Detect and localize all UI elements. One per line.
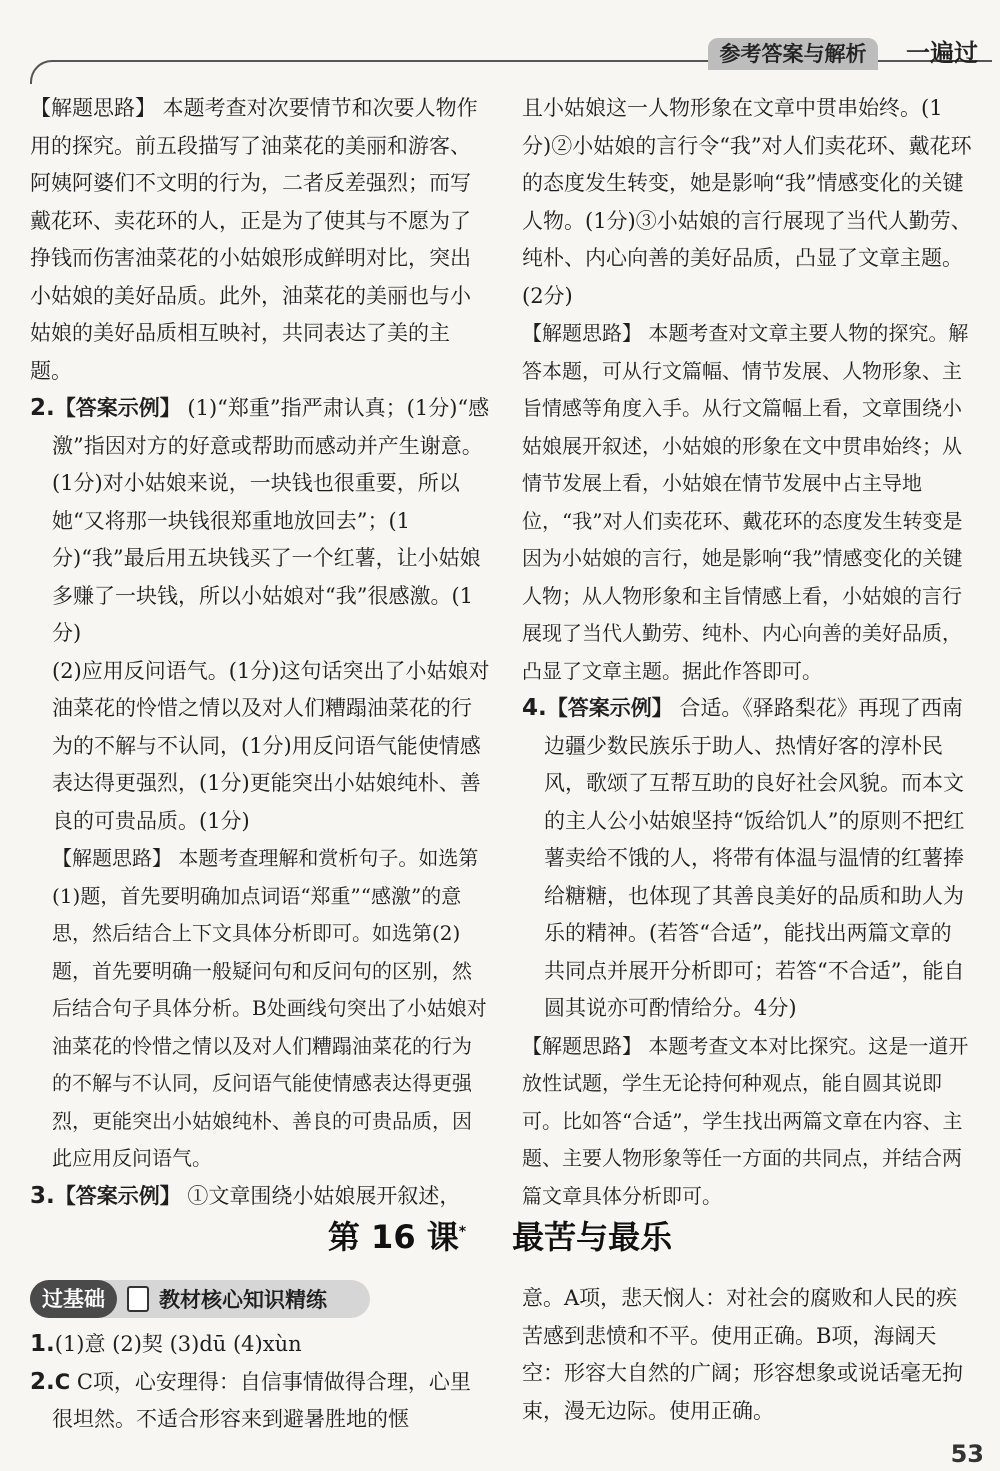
- section-header: [30, 1280, 370, 1318]
- question-1: [30, 1326, 490, 1364]
- answer-text: (1)“郑重”指严肃认真；(1分)“感激”指因对方的好意或帮助而感动并产生谢意。(1分)对小姑娘来说，一块钱也很重要，所以她“又将那一块钱很郑重地放回去”；(1分)“我”最后用五块钱买了一个红薯，让小姑娘多赚了一块钱，所以小姑娘对“我”很感激。(1分): [52, 396, 490, 645]
- question-number: 2.: [30, 1368, 55, 1395]
- answer-text: ①文章围绕小姑娘展开叙述，: [180, 1183, 461, 1208]
- answer-tag: 【答案示例】: [54, 396, 181, 420]
- analysis-paragraph: 【解题思路】 本题考查对次要情节和次要人物作用的探究。前五段描写了油菜花的美丽和游客、阿姨阿婆们不文明的行为，二者反差强烈；而写戴花环、卖花环的人，正是为了使其与不愿为了挣钱而伤害油菜花的小姑娘形成鲜明对比，突出小姑娘的美好品质。此外，油菜花的美丽也与小姑娘的美好品质相互映衬，共同表达了美的主题。: [30, 96, 478, 383]
- question-4: [522, 690, 972, 1028]
- analysis-paragraph: 【解题思路】 本题考查文本对比探究。这是一道开放性试题，学生无论持何种观点，能自圆其说即可。比如答“合适”，学生找出两篇文章在内容、主题、主要人物形象等任一方面的共同点，并结合两篇文章具体分析即可。: [522, 1033, 969, 1208]
- book-icon: [127, 1286, 149, 1312]
- answer-text: 合适。《驿路梨花》再现了西南边疆少数民族乐于助人、热情好客的淳朴民风，歌颂了互帮互助的良好社会风貌。而本文的主人公小姑娘坚持“饭给饥人”的原则不把红薯卖给不饿的人，将带有体温与温情的红薯捧给糖糖，也体现了其善良美好的品质和助人为乐的精神。(若答“合适”，能找出两篇文章的共同点并展开分析即可；若答“不合适”，能自圆其说亦可酌情给分。4分): [544, 696, 965, 1020]
- question-3: [30, 1178, 490, 1216]
- question-number: 4.: [522, 695, 547, 721]
- question-number: 1.: [30, 1331, 55, 1357]
- section-badge: 过基础: [30, 1280, 117, 1318]
- question-number: 2.: [30, 395, 55, 421]
- question-2: [30, 1364, 490, 1439]
- answer-continuation: 意。A项，悲天悯人：对社会的腐败和人民的疾苦感到悲愤和不平。使用正确。B项，海阔天空：形容大自然的广阔；形容想象或说话毫无拘束，漫无边际。使用正确。: [522, 1286, 963, 1423]
- question-number: 3.: [30, 1182, 55, 1209]
- answer-part-2: (2)应用反问语气。(1分)这句话突出了小姑娘对油菜花的怜惜之情以及对人们糟蹋油菜花的行为的不解与不认同，(1分)用反问语气能使情感表达得更强烈，(1分)更能突出小姑娘纯朴、善良的可贵品质。(1分): [52, 658, 490, 833]
- answer-continuation: 且小姑娘这一人物形象在文章中贯串始终。(1分)②小姑娘的言行令“我”对人们卖花环、戴花环的态度发生转变，她是影响“我”情感变化的关键人物。(1分)③小姑娘的言行展现了当代人勤劳、纯朴、内心向善的美好品质，凸显了文章主题。(2分): [522, 96, 972, 308]
- lesson-name: 最苦与最乐: [512, 1218, 673, 1256]
- bottom-left-column: [30, 1326, 490, 1439]
- page-number: 53: [950, 1440, 984, 1468]
- bottom-right-column: [522, 1280, 972, 1430]
- question-2: [30, 390, 490, 653]
- left-column: [30, 90, 490, 1215]
- lesson-mark: *: [458, 1224, 467, 1241]
- analysis-paragraph: 【解题思路】 本题考查对文章主要人物的探究。解答本题，可从行文篇幅、情节发展、人物形象、主旨情感等角度入手。从行文篇幅上看，文章围绕小姑娘展开叙述，小姑娘的形象在文中贯串始终；从情节发展上看，小姑娘在情节发展中占主导地位，“我”对人们卖花环、戴花环的态度发生转变是因为小姑娘的言行，她是影响“我”情感变化的关键人物；从人物形象和主旨情感上看，小姑娘的言行展现了当代人勤劳、纯朴、内心向善的美好品质，凸显了文章主题。据此作答即可。: [522, 321, 969, 683]
- lesson-title: [0, 1212, 1000, 1258]
- answer-tag: 【答案示例】: [546, 696, 673, 720]
- brand-logo: 一遍过: [906, 39, 978, 67]
- header-tab: 参考答案与解析: [708, 38, 878, 70]
- section-label: 教材核心知识精练: [159, 1288, 327, 1312]
- analysis-paragraph: 【解题思路】 本题考查理解和赏析句子。如选第(1)题，首先要明确加点词语“郑重”“感激”的意思，然后结合上下文具体分析即可。如选第(2)题，首先要明确一般疑问句和反问句的区别，然后结合句子具体分析。B处画线句突出了小姑娘对油菜花的怜惜之情以及对人们糟蹋油菜花的行为的不解与不认同，反问语气能使情感表达得更强烈，更能突出小姑娘纯朴、善良的可贵品质，因此应用反问语气。: [52, 846, 487, 1170]
- lesson-number: 第 16 课: [327, 1218, 459, 1256]
- right-column: [522, 90, 972, 1215]
- answer-text: C项，心安理得：自信事情做得合理，心里很坦然。不适合形容来到避暑胜地的惬: [52, 1369, 471, 1431]
- answer-tag: 【答案示例】: [54, 1183, 181, 1208]
- answer-text: (1)意 (2)契 (3)dū (4)xùn: [54, 1332, 302, 1356]
- answer-choice: C: [54, 1369, 71, 1394]
